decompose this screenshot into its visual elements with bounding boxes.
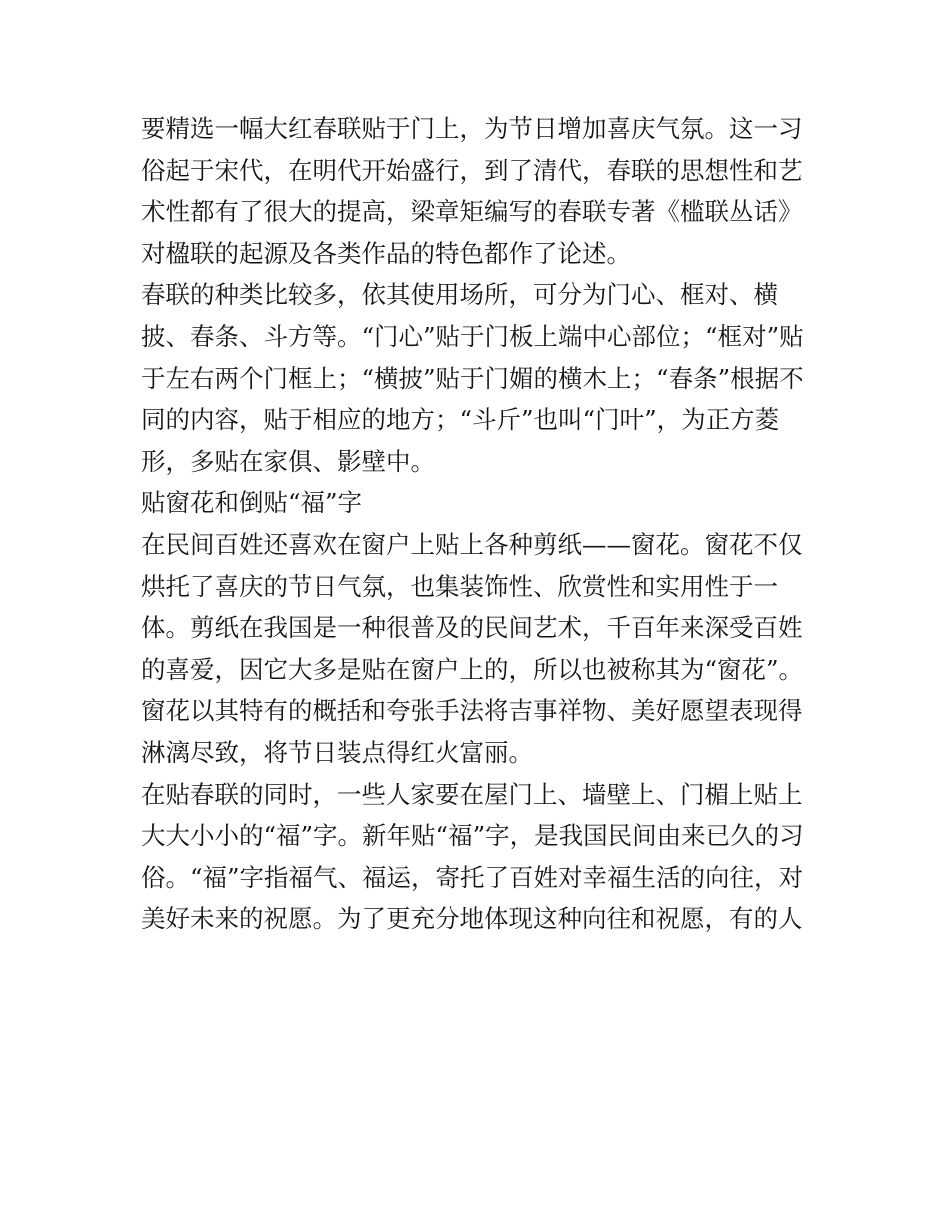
text-line: 在民间百姓还喜欢在窗户上贴上各种剪纸——窗花。窗花不仅 — [141, 529, 803, 559]
text-line: 术性都有了很大的提高，梁章矩编写的春联专著《槛联丛话》 — [141, 197, 803, 227]
text-line: 体。剪纸在我国是一种很普及的民间艺术，千百年来深受百姓 — [141, 613, 803, 643]
text-line: 淋漓尽致，将节日装点得红火富丽。 — [141, 737, 533, 767]
text-line: 披、春条、斗方等。“门心”贴于门板上端中心部位；“框对”贴 — [141, 321, 804, 351]
text-line: 俗起于宋代，在明代开始盛行，到了清代，春联的思想性和艺 — [141, 155, 803, 185]
text-line: 俗。“福”字指福气、福运，寄托了百姓对幸福生活的向往，对 — [141, 862, 804, 892]
section-heading: 贴窗花和倒贴“福”字 — [141, 488, 363, 518]
text-line: 春联的种类比较多，依其使用场所，可分为门心、框对、横 — [141, 280, 778, 310]
text-line: 形，多贴在家俱、影壁中。 — [141, 446, 435, 476]
text-line: 窗花以其特有的概括和夸张手法将吉事祥物、美好愿望表现得 — [141, 696, 803, 726]
text-line: 要精选一幅大红春联贴于门上，为节日增加喜庆气氛。这一习 — [141, 114, 803, 143]
text-line: 同的内容，贴于相应的地方；“斗斤”也叫“门叶”，为正方菱 — [141, 405, 780, 435]
text-line: 对楹联的起源及各类作品的特色都作了论述。 — [141, 238, 631, 268]
document-body — [141, 108, 831, 940]
text-line: 美好未来的祝愿。为了更充分地体现这种向往和祝愿，有的人 — [141, 904, 803, 934]
text-line: 的喜爱，因它大多是贴在窗户上的，所以也被称其为“窗花”。 — [141, 654, 804, 684]
text-line: 烘托了喜庆的节日气氛，也集装饰性、欣赏性和实用性于一 — [141, 571, 778, 601]
text-line: 大大小小的“福”字。新年贴“福”字，是我国民间由来已久的习 — [141, 821, 804, 851]
text-line: 于左右两个门框上；“横披”贴于门媚的横木上；“春条”根据不 — [141, 363, 804, 393]
text-line: 在贴春联的同时，一些人家要在屋门上、墙壁上、门楣上贴上 — [141, 779, 803, 809]
